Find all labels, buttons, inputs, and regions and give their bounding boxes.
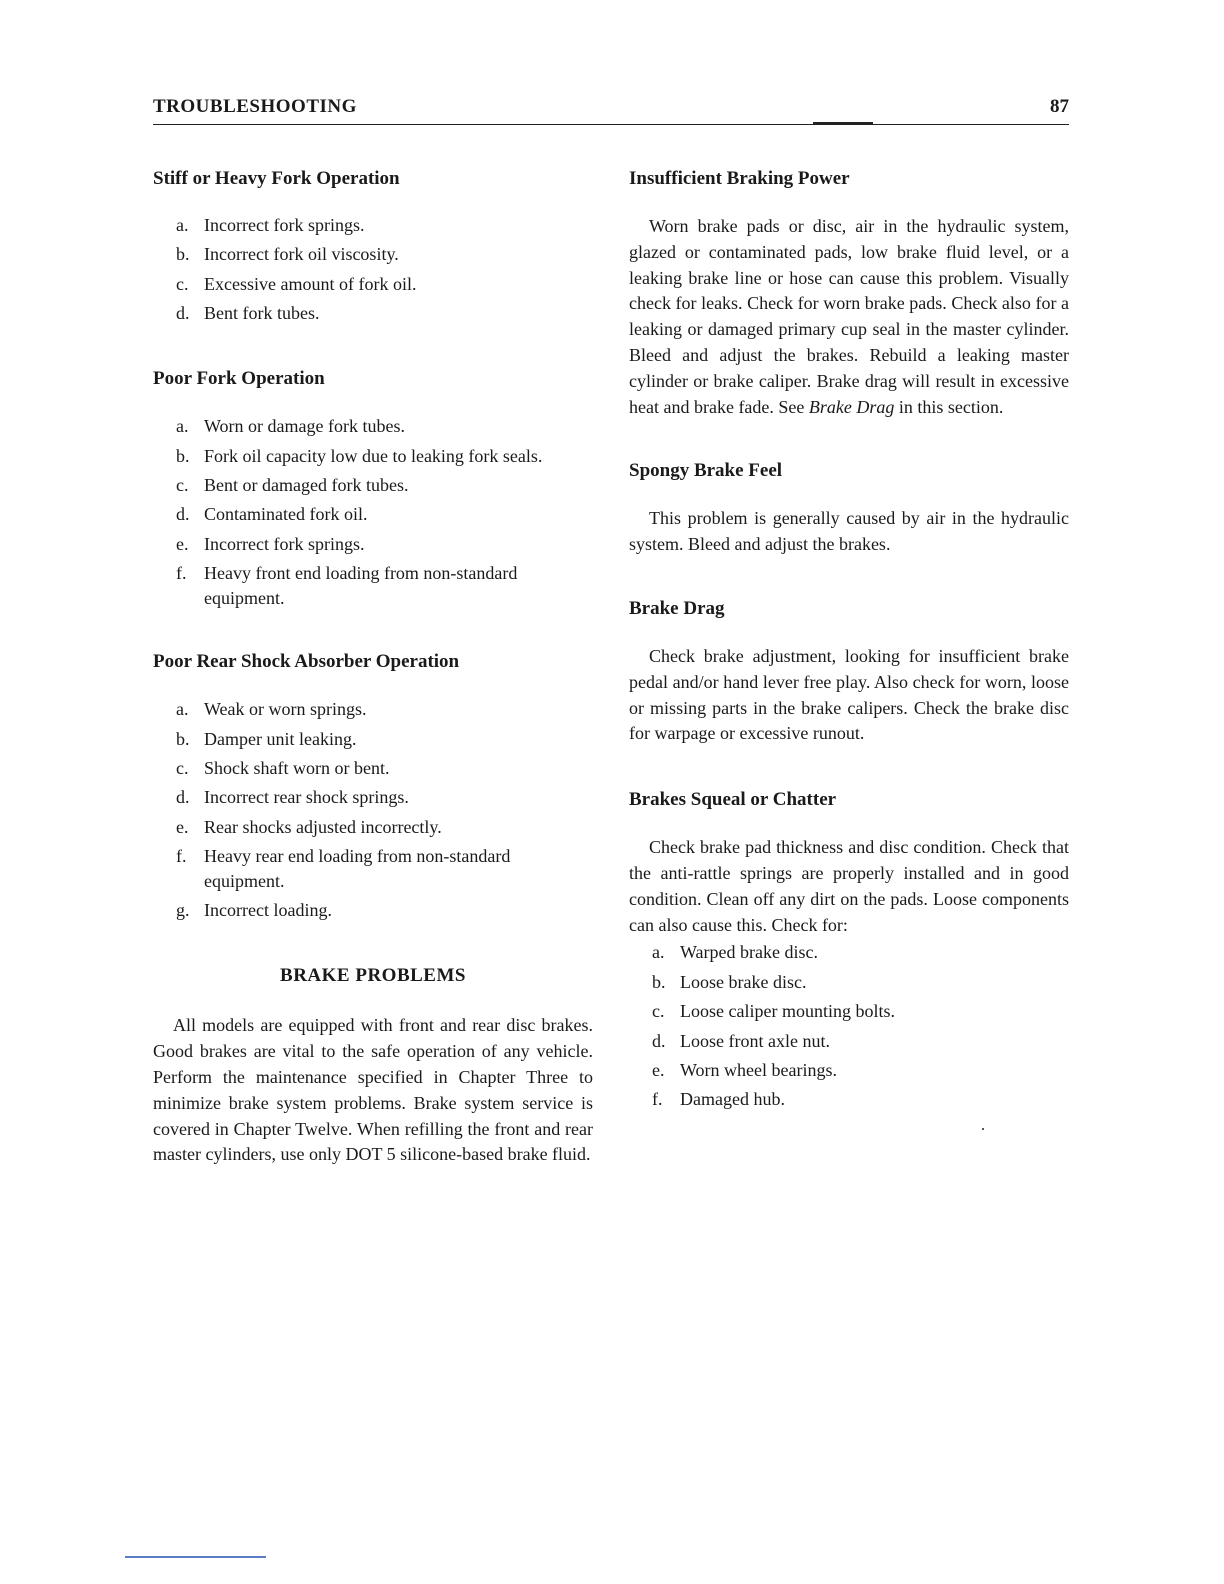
section-brake-drag: [629, 594, 1069, 747]
list-item: [153, 242, 593, 267]
paragraph-text: in this section.: [894, 396, 1004, 417]
section-insufficient-braking: [629, 164, 1069, 420]
list-marker: d.: [176, 303, 190, 324]
list-item: [153, 414, 593, 439]
list-item: [153, 844, 593, 894]
list-item-text: Fork oil capacity low due to leaking fork seals.: [204, 445, 543, 466]
brake-problems-paragraph: All models are equipped with front and rear disc brakes. Good brakes are vital to the safe operation of any vehicle. Perform the maintenance specified in Chapter Three to minimize brake system problems. Brake system service is covered in Chapter Twelve. When refilling the front and rear master cylinders, use only DOT 5 silicone-based brake fluid.: [153, 1015, 593, 1165]
major-heading: BRAKE PROBLEMS: [280, 965, 466, 987]
page-header: [153, 96, 1069, 125]
right-column: [629, 164, 1069, 1117]
left-column: [153, 164, 593, 1168]
list-marker: d.: [652, 1030, 666, 1051]
section-spongy-brake: [629, 456, 1069, 558]
list-item-text: Weak or worn springs.: [204, 699, 367, 720]
list-item-text: Contaminated fork oil.: [204, 504, 368, 525]
cross-reference: Brake Drag: [808, 396, 895, 417]
footer-rule: [125, 1556, 266, 1558]
list-marker: c.: [176, 757, 189, 778]
list-item-text: Damaged hub.: [680, 1089, 785, 1110]
insufficient-braking-paragraph: [629, 214, 1069, 420]
list-marker: e.: [652, 1059, 665, 1080]
list-item-text: Worn wheel bearings.: [680, 1059, 837, 1080]
list-item: [153, 272, 593, 297]
list-item: [153, 898, 593, 923]
list-marker: f.: [176, 563, 187, 584]
section-squeal-chatter: [629, 785, 1069, 1112]
list-marker: a.: [652, 942, 665, 963]
list-marker: f.: [176, 846, 187, 867]
list-item: [153, 756, 593, 781]
list-marker: b.: [176, 728, 190, 749]
brake-drag-paragraph: Check brake adjustment, looking for insufficient brake pedal and/or hand lever free play. Also check for worn, loose or missing parts in the brake calipers. Check the brake disc for warpage or excessive runout.: [629, 645, 1069, 744]
list-item: [153, 213, 593, 238]
section-heading: Poor Rear Shock Absorber Operation: [153, 651, 460, 673]
paragraph-text: Worn brake pads or disc, air in the hydraulic system, glazed or contaminated pads, low brake fluid level, or a leaking brake line or hose can cause this problem. Visually check for leaks. Check for worn brake pads. Check also for a leaking or damaged primary cup seal in the master cylinder. Bleed and adjust the brakes. Rebuild a leaking master cylinder or brake caliper. Brake drag will result in excessive heat and brake fade. See: [629, 216, 1069, 417]
page-number: 87: [1050, 96, 1069, 117]
list-marker: b.: [176, 244, 190, 265]
squeal-chatter-paragraph: Check brake pad thickness and disc condition. Check that the anti-rattle springs are properly installed and in good condition. Clean off any dirt on the pads. Loose components can also cause this. Check for:: [629, 837, 1069, 935]
list-item: [153, 785, 593, 810]
list-item: [629, 999, 1069, 1024]
list-item: [153, 561, 593, 611]
list-item: [629, 1058, 1069, 1083]
list-item: [153, 815, 593, 840]
list-item: [153, 444, 593, 469]
list-item-text: Incorrect fork springs.: [204, 533, 365, 554]
list-item: [629, 970, 1069, 995]
list-item: [153, 301, 593, 326]
section-heading: Poor Fork Operation: [153, 368, 325, 390]
list-item: [153, 697, 593, 722]
list-item-text: Loose front axle nut.: [680, 1030, 830, 1051]
list-item: [153, 532, 593, 557]
list-marker: a.: [176, 699, 189, 720]
section-heading: Insufficient Braking Power: [629, 168, 850, 189]
list-item-text: Heavy front end loading from non-standard equipment.: [204, 563, 518, 609]
header-rule-accent: [813, 122, 873, 124]
list-marker: c.: [176, 474, 189, 495]
list-item: [629, 1087, 1069, 1112]
list-item: [153, 473, 593, 498]
section-heading: Brake Drag: [629, 597, 725, 619]
list-item-text: Incorrect fork springs.: [204, 215, 365, 235]
list-marker: c.: [176, 273, 189, 294]
list-item-text: Shock shaft worn or bent.: [204, 757, 390, 778]
scan-speck: [982, 1128, 984, 1130]
list-item-text: Incorrect fork oil viscosity.: [204, 244, 399, 265]
spongy-brake-paragraph: This problem is generally caused by air in the hydraulic system. Bleed and adjust the brakes.: [629, 508, 1069, 555]
rear-shock-list: [153, 697, 593, 923]
list-marker: g.: [176, 900, 190, 921]
list-marker: e.: [176, 816, 189, 837]
list-item-text: Bent or damaged fork tubes.: [204, 474, 409, 495]
list-marker: a.: [176, 416, 189, 437]
section-poor-fork: [153, 364, 593, 611]
list-item: [153, 727, 593, 752]
section-rear-shock: [153, 647, 593, 923]
list-item-text: Bent fork tubes.: [204, 303, 320, 324]
list-marker: d.: [176, 787, 190, 808]
section-brake-problems: [153, 961, 593, 1168]
list-marker: d.: [176, 504, 190, 525]
list-item-text: Warped brake disc.: [680, 942, 818, 963]
list-item-text: Incorrect loading.: [204, 900, 332, 921]
squeal-chatter-list: [629, 940, 1069, 1112]
list-marker: b.: [652, 971, 666, 992]
list-marker: a.: [176, 215, 189, 235]
list-item-text: Damper unit leaking.: [204, 728, 357, 749]
section-heading: Stiff or Heavy Fork Operation: [153, 168, 400, 189]
list-item-text: Excessive amount of fork oil.: [204, 273, 417, 294]
list-marker: e.: [176, 533, 189, 554]
list-item-text: Loose brake disc.: [680, 971, 807, 992]
list-item: [153, 502, 593, 527]
list-item-text: Worn or damage fork tubes.: [204, 416, 405, 437]
list-item-text: Loose caliper mounting bolts.: [680, 1001, 895, 1022]
running-head-title: TROUBLESHOOTING: [153, 96, 357, 117]
list-item-text: Incorrect rear shock springs.: [204, 787, 409, 808]
list-marker: b.: [176, 445, 190, 466]
list-item: [629, 940, 1069, 965]
section-heading: Brakes Squeal or Chatter: [629, 789, 837, 811]
poor-fork-list: [153, 414, 593, 611]
list-item-text: Heavy rear end loading from non-standard equipment.: [204, 846, 511, 892]
section-heading: Spongy Brake Feel: [629, 460, 783, 482]
list-item: [629, 1029, 1069, 1054]
section-stiff-fork: [153, 164, 593, 326]
list-marker: c.: [652, 1001, 665, 1022]
list-item-text: Rear shocks adjusted incorrectly.: [204, 816, 442, 837]
list-marker: f.: [652, 1089, 663, 1110]
stiff-fork-list: [153, 213, 593, 326]
